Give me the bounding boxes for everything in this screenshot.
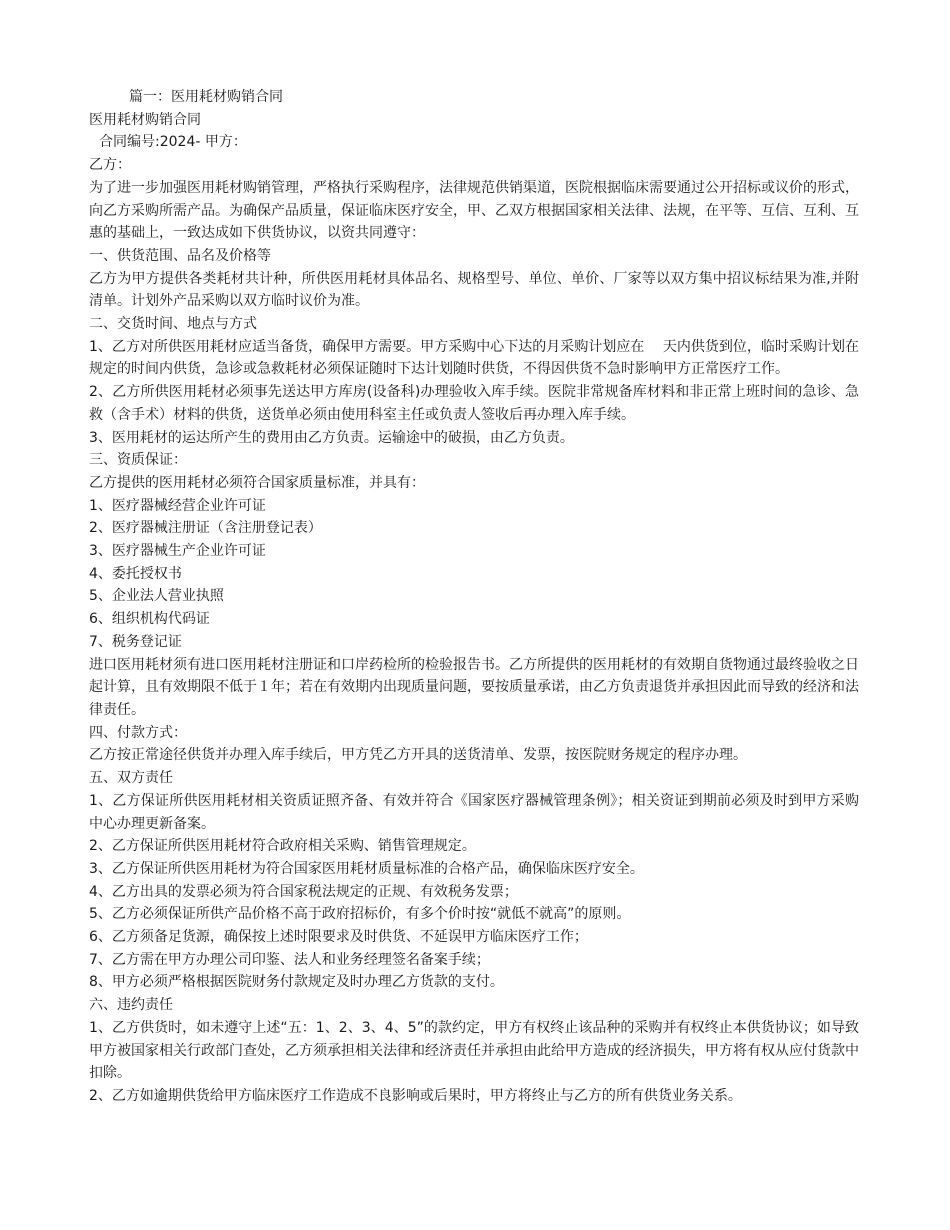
section-3-item: 5、企业法人营业执照	[89, 588, 224, 605]
section-6-heading: 六、违约责任	[89, 997, 173, 1014]
section-1-heading: 一、供货范围、品名及价格等	[89, 247, 271, 264]
section-3-intro: 乙方提供的医用耗材必须符合国家质量标准，并具有：	[89, 474, 425, 491]
section-6-item: 1、乙方供货时，如未遵守上述“五：1、2、3、4、5”的款约定，甲方有权终止该品种的采购并有权终止本供货协议；如导致甲方被国家相关行政部门查处，乙方须承担相关法律和经济责任并承担由此给甲方造成的经济损失，甲方将有权从应付货款中扣除。	[89, 1019, 859, 1082]
section-1-body: 乙方为甲方提供各类耗材共计种，所供医用耗材具体品名、规格型号、单位、单价、厂家等以双方集中招议标结果为准,并附清单。计划外产品采购以双方临时议价为准。	[89, 270, 859, 310]
section-4-body: 乙方按正常途径供货并办理入库手续后，甲方凭乙方开具的送货清单、发票，按医院财务规定的程序办理。	[89, 747, 747, 764]
party-b-line: 乙方：	[89, 157, 131, 174]
section-5-item: 1、乙方保证所供医用耗材相关资质证照齐备、有效并符合《国家医疗器械管理条例》；相关资证到期前必须及时到甲方采购中心办理更新备案。	[89, 792, 859, 832]
section-5-item: 8、甲方必须严格根据医院财务付款规定及时办理乙方货款的支付。	[89, 974, 504, 991]
section-2-heading: 二、交货时间、地点与方式	[89, 316, 257, 333]
section-5-item: 3、乙方保证所供医用耗材为符合国家医用耗材质量标准的合格产品，确保临床医疗安全。	[89, 860, 644, 877]
section-3-item: 2、医疗器械注册证（含注册登记表）	[89, 520, 322, 537]
section-3-item: 4、委托授权书	[89, 565, 182, 582]
section-3-item: 3、医疗器械生产企业许可证	[89, 543, 266, 560]
section-5-item: 2、乙方保证所供医用耗材符合政府相关采购、销售管理规定。	[89, 838, 476, 855]
section-6-item: 2、乙方如逾期供货给甲方临床医疗工作造成不良影响或后果时，甲方将终止与乙方的所有供货业务关系。	[89, 1087, 742, 1104]
contract-number-line: 合同编号:2024- 甲方：	[99, 134, 247, 151]
section-4-heading: 四、付款方式：	[89, 724, 187, 741]
section-5-item: 5、乙方必须保证所供产品价格不高于政府招标价，有多个价时按“就低不就高”的原则。	[89, 906, 631, 923]
section-5-item: 6、乙方须备足货源，确保按上述时限要求及时供货、不延误甲方临床医疗工作；	[89, 929, 588, 946]
section-3-item: 6、组织机构代码证	[89, 611, 210, 628]
section-3-note: 进口医用耗材须有进口医用耗材注册证和口岸药检所的检验报告书。乙方所提供的医用耗材的有效期自货物通过最终验收之日起计算，且有效期限不低于１年；若在有效期内出现质量问题，要按质量承诺，由乙方负责退货并承担因此而导致的经济和法律责任。	[89, 656, 859, 718]
section-heading: 篇一：医用耗材购销合同	[129, 89, 283, 105]
section-2-item: 3、医用耗材的运达所产生的费用由乙方负责。运输途中的破损，由乙方负责。	[89, 429, 574, 446]
document-title: 医用耗材购销合同	[89, 111, 201, 128]
section-2-item: 2、乙方所供医用耗材必须事先送达甲方库房(设备科)办理验收入库手续。医院非常规备库材料和非正常上班时间的急诊、急救（含手术）材料的供货，送货单必须由使用科室主任或负责人签收后再办理入库手续。	[89, 384, 859, 423]
contract-document	[89, 86, 859, 1108]
section-5-item: 7、乙方需在甲方办理公司印鉴、法人和业务经理签名备案手续；	[89, 951, 490, 968]
section-3-item: 1、医疗器械经营企业许可证	[89, 497, 266, 514]
intro-paragraph: 为了进一步加强医用耗材购销管理，严格执行采购程序，法律规范供销渠道，医院根据临床需要通过公开招标或议价的形式，向乙方采购所需产品。为确保产品质量，保证临床医疗安全，甲、乙双方根据国家相关法律、法规，在平等、互信、互利、互惠的基础上，一致达成如下供货协议，以资共同遵守：	[89, 179, 859, 242]
section-3-item: 7、税务登记证	[89, 633, 182, 650]
section-5-heading: 五、双方责任	[89, 770, 173, 787]
section-3-heading: 三、资质保证：	[89, 452, 187, 469]
section-5-item: 4、乙方出具的发票必须为符合国家税法规定的正规、有效税务发票；	[89, 883, 518, 900]
section-2-item: 1、乙方对所供医用耗材应适当备货，确保甲方需要。甲方采购中心下达的月采购计划应在 天内供货到位，临时采购计划在规定的时间内供货，急诊或急救耗材必须保证随时下达计划随时供货，不得因供货不急时影响甲方正常医疗工作。	[89, 338, 859, 378]
